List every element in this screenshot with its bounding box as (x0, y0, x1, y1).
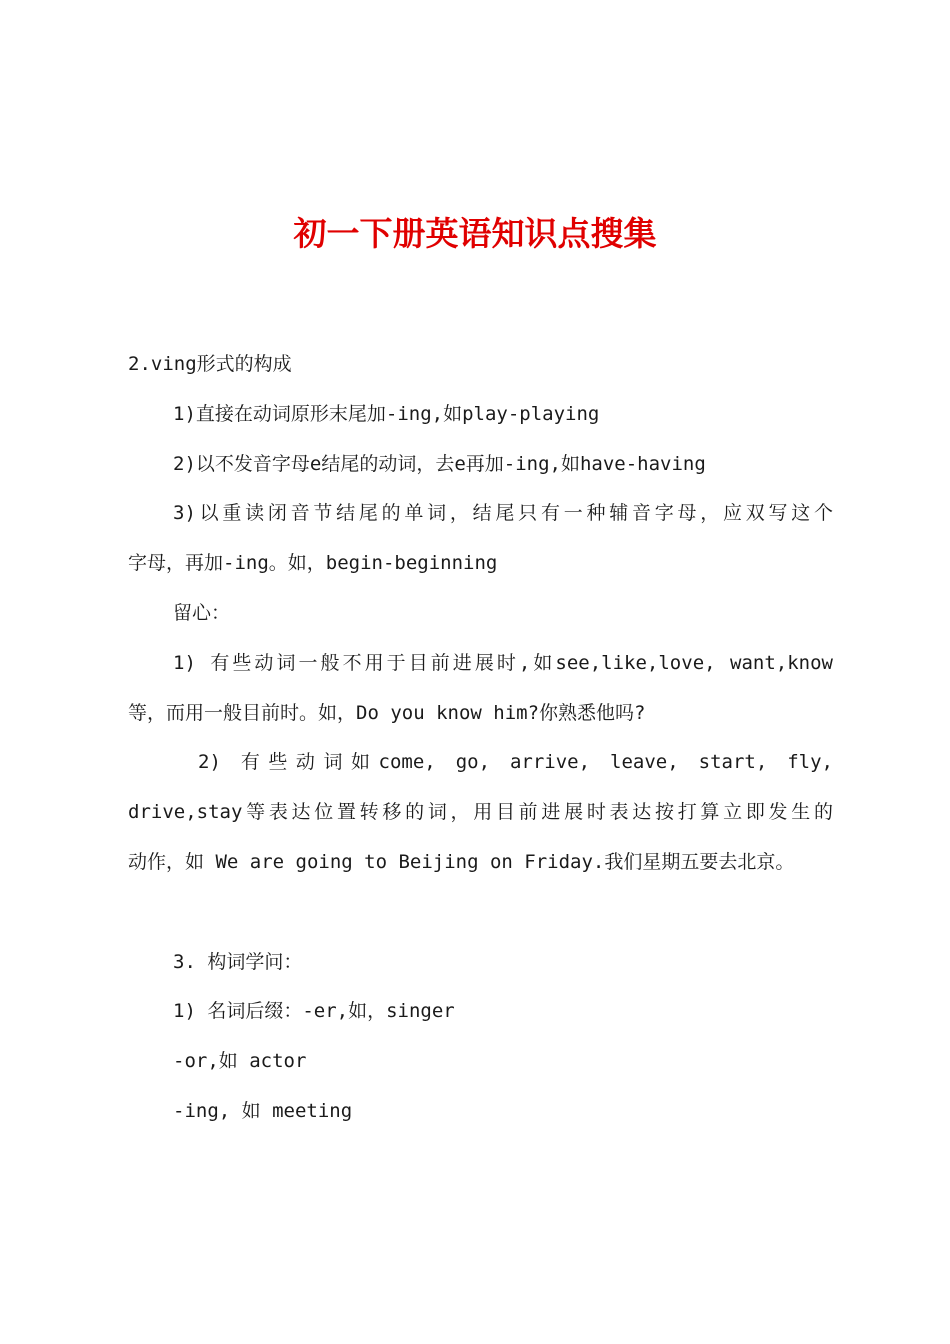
section-heading-ving: 2.ving形式的构成 (128, 353, 292, 375)
note-heading: 留心： (173, 601, 231, 624)
rule-1-line: 1)直接在动词原形末尾加-ing,如play-playing (173, 402, 600, 425)
note-2-line-a: 2) 有些动词如come, go, arrive, leave, start, fly, (198, 751, 833, 774)
section-heading-word-formation: 3. 构词学问： (173, 950, 303, 973)
rule-3-line-b: 字母，再加-ing。如，begin-beginning (128, 552, 498, 575)
paragraph-gap (128, 888, 833, 938)
note-1-line-b: 等，而用一般目前时。如，Do you know him?你熟悉他吗? (128, 701, 646, 724)
suffix-ing-line: -ing, 如 meeting (173, 1099, 353, 1122)
document-body (128, 340, 833, 1137)
note-2-line-c: 动作，如 We are going to Beijing on Friday.我们星期五要去北京。 (128, 850, 795, 873)
suffix-or-line: -or,如 actor (173, 1050, 307, 1073)
document-title: 初一下册英语知识点搜集 (293, 214, 657, 253)
rule-3-line-a: 3)以重读闭音节结尾的单词，结尾只有一种辅音字母，应双写这个 (173, 502, 833, 525)
note-2-line-b: drive,stay等表达位置转移的词，用目前进展时表达按打算立即发生的 (128, 801, 833, 824)
note-1-line-a: 1) 有些动词一般不用于目前进展时,如see,like,love, want,know (173, 651, 833, 674)
rule-2-line: 2)以不发音字母e结尾的动词，去e再加-ing,如have-having (173, 452, 706, 475)
suffix-er-line: 1) 名词后缀：-er,如，singer (173, 1000, 455, 1023)
